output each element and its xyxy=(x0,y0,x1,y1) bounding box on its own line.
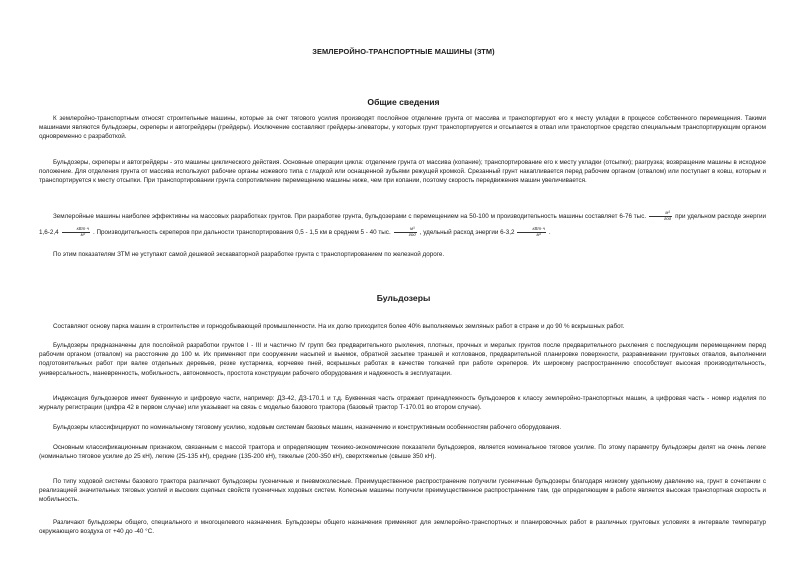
section-heading-bulldozers: Бульдозеры xyxy=(376,293,431,303)
efficiency-text-1: Землеройные машины наиболее эффективны на массовых разработках грунтов. При разработке грунта, бульдозерами с перемещением на 50-100 м производительность машины составляет 6-76 тыс. xyxy=(53,213,647,220)
paragraph-traction: Основным классификационным признаком, связанным с массой трактора и определяющим технико-экономические показатели бульдозеров, является номинальное тяговое усилие. По этому параметру бульдозеры делят на очень легкие (номинально тяговое усилие до 25 кН), легкие (25-135 кН), средние (135-200 кН), тяжелые (200-350 кН), сверхтяжелые (свыше 350 кН). xyxy=(39,444,766,461)
paragraph-definition: К землеройно-транспортным относят строительные машины, которые за счет тягового усилия производят послойное отделение грунта от массива и транспортируют его к месту укладки в процессе собственного перемещения. Такими машинами являются бульдозеры, скреперы и автогрейдеры (грейдеры). Исключение составляют грейдеры-элеваторы, у которых грунт транспортируется и отсыпается в отвал или транспортное средство специальным транспортирующим органом одновременно с разработкой. xyxy=(39,115,766,141)
unit-fraction-icon: $\frac{\text{м³}}{\text{год}}$ xyxy=(649,211,672,221)
unit-fraction-icon: $\frac{\text{кВт·ч}}{\text{м³}}$ xyxy=(62,227,90,237)
efficiency-text-2: при удельном расходе энергии 1,6-2,4 xyxy=(39,213,766,236)
unit-fraction-icon: $\frac{\text{м³}}{\text{год}}$ xyxy=(394,227,417,237)
efficiency-text-5: . xyxy=(548,229,551,236)
section-heading-general: Общие сведения xyxy=(367,97,440,107)
paragraph-efficiency xyxy=(39,209,766,241)
efficiency-text-4: , удельный расход энергии 6-3,2 xyxy=(419,229,515,236)
paragraph-share: Составляют основу парка машин в строительстве и горнодобывающей промышленности. На их долю приходится более 40% выполняемых земляных работ в стране и до 90 % вскрышных работ. xyxy=(53,323,625,330)
unit-fraction-icon: $\frac{\text{кВт·ч}}{\text{м³}}$ xyxy=(517,227,545,237)
paragraph-cycle: Бульдозеры, скреперы и автогрейдеры - это машины циклического действия. Основные операции цикла: отделение грунта от массива (копание); транспортирование его к месту укладки (отсыпки); разгрузка; возвращение машины в исходное положение. Для отделения грунта от массива используют рабочие органы ножевого типа с гладкой или оснащенной зубьями режущей кромкой. Срезанный грунт накапливается перед рабочим органом (отвалом) или поступает в ковш, которым и транспортируется к месту отсыпки. При транспортировании грунта сопротивление перемещению машины ниже, чем при копании, поэтому скорость передвижения машин увеличивается. xyxy=(39,159,766,185)
paragraph-comparison: По этим показателям ЗТМ не уступают самой дешевой экскаваторной разработке грунта с транспортированием по железной дороге. xyxy=(53,251,445,258)
page-title: ЗЕМЛЕРОЙНО-ТРАНСПОРТНЫЕ МАШИНЫ (ЗТМ) xyxy=(312,47,495,56)
efficiency-text-3: . Производительность скреперов при дальности транспортирования 0,5 - 1,5 км в среднем 5 - 40 тыс. xyxy=(93,229,391,236)
paragraph-running-gear: По типу ходовой системы базового трактора различают бульдозеры гусеничные и пневмоколесные. Преимущественное распространение получили гусеничные бульдозеры благодаря низкому удельному давлению на, грунт в сочетании с реализацией значительных тяговых усилий и высоких сцепных свойств гусеничных ходовых систем. Колесные машины получили преимущественное распространение там, где определяющим в работе является высокая транспортная скорость и мобильность. xyxy=(39,478,766,504)
paragraph-purpose: Бульдозеры предназначены для послойной разработки грунтов I - III и частично IV групп без предварительного рыхления, плотных, прочных и мерзлых грунтов после предварительного рыхления с последующим перемещением перед рабочим органом (отвалом) на расстояние до 100 м. Их применяют при сооружении насыпей и выемок, обратной засыпке траншей и котлованов, предварительной планировке поверхности, разравнивании грунтовых отвалов, выполнении подготовительных работ при валке отдельных деревьев, резке кустарника, корчевке пней, вскрышных работах в качестве толкачей при работе скреперов. Их широкому распространению способствует высокая производительность, универсальность, маневренность, мобильность, автономность, простота конструкции рабочего оборудования и надежность в эксплуатации. xyxy=(39,342,766,377)
paragraph-purpose-types: Различают бульдозеры общего, специального и многоцелевого назначения. Бульдозеры общего назначения применяют для землеройно-транспортных и планировочных работ в различных грунтовых условиях в интервале температур окружающего воздуха от +40 до -40 °С. xyxy=(39,519,766,536)
paragraph-indexing: Индексация бульдозеров имеет буквенную и цифровую части, например: ДЗ-42, ДЗ-170.1 и т.д. Буквенная часть отражает принадлежность бульдозеров к классу землеройно-транспортных машин, а цифровая часть - номер изделия по журналу регистрации (цифра 42 в первом случае) или указывает на связь с моделью базового трактора (базовый трактор Т-170.01 во втором случае). xyxy=(39,395,766,412)
paragraph-classification: Бульдозеры классифицируют по номинальному тяговому усилию, ходовым системам базовых машин, назначению и конструктивным особенностям рабочего оборудования. xyxy=(53,424,562,431)
